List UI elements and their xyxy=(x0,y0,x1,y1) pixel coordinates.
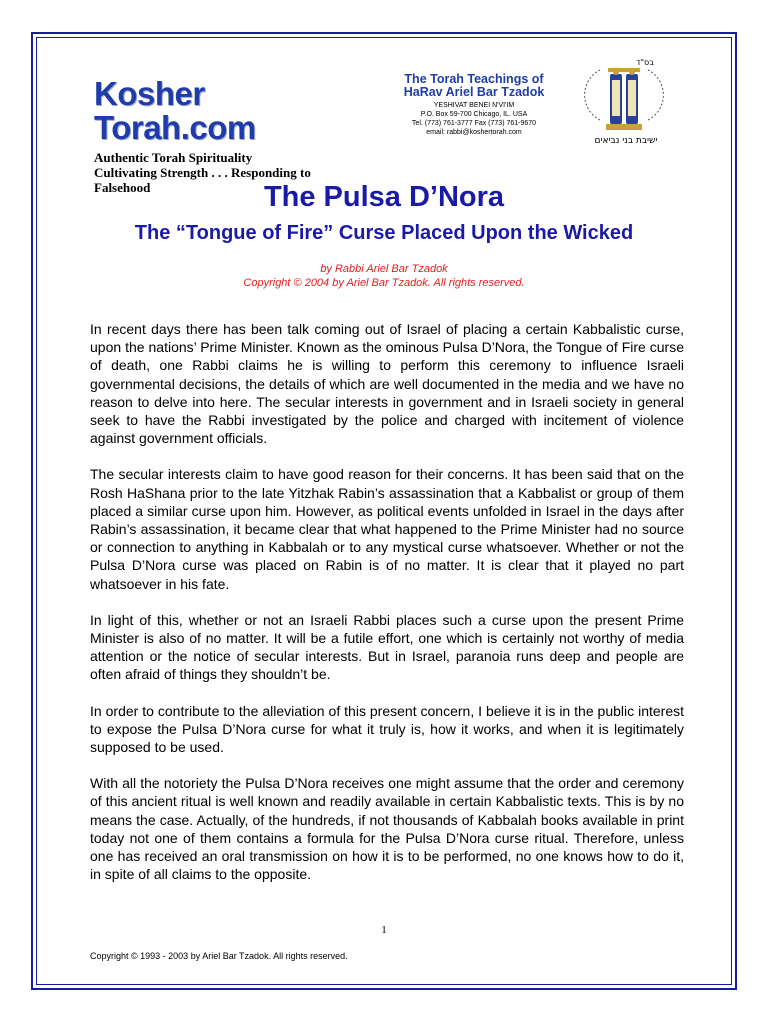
yeshiva-phone: Tel. (773) 761-3777 Fax (773) 761-9670 xyxy=(411,120,537,127)
paragraph: With all the notoriety the Pulsa D’Nora receives one might assume that the order and ceremony of this ancient ritual is well known and readily available in certain Kabbalistic texts. This is by no means the case. Actually, of the hundreds, if not thousands of Kabbalah books available in print today not one of them contains a formula for the Pulsa D’Nora curse ritual. Therefore, unless one has received an oral transmission on how it is to be performed, no one knows how to do it, in spite of all claims to the opposite. xyxy=(90,775,684,883)
paragraph: The secular interests claim to have good reason for their concerns. It has been said that on the Rosh HaShana prior to the late Yitzhak Rabin’s assassination that a Kabbalist or group of them placed a similar curse upon him. However, as political events unfolded in Israel in the days after Rabin’s assassination, it became clear that what happened to the Prime Minister had no source or connection to anything in Kabbalah or to any mystical curse whatsoever. Whether or not the Pulsa D’Nora curse was placed on Rabin is of no matter. It is clear that it played no part whatsoever in his fate. xyxy=(90,466,684,592)
document-subtitle: The “Tongue of Fire” Curse Placed Upon the Wicked xyxy=(134,222,634,244)
yeshiva-name: YESHIVAT BENEI N'VI'IM xyxy=(433,102,515,109)
logo-tagline-2: Cultivating Strength . . . Responding to Falsehood xyxy=(94,165,311,195)
byline xyxy=(0,262,768,290)
yeshiva-title-line-1: The Torah Teachings of xyxy=(404,72,544,86)
copyright-line: Copyright © 2004 by Ariel Bar Tzadok. All rights reserved. xyxy=(243,277,525,289)
footer-copyright: Copyright © 1993 - 2003 by Ariel Bar Tzadok. All rights reserved. xyxy=(90,951,348,961)
yeshiva-title-line-2: HaRav Ariel Bar Tzadok xyxy=(403,85,545,99)
yeshiva-address: P.O. Box 59-700 Chicago, IL. USA xyxy=(420,111,528,118)
emblem-hebrew-top: בס"ד xyxy=(636,58,654,67)
yeshiva-email: email: rabbi@koshertorah.com xyxy=(426,129,522,136)
paragraph: In recent days there has been talk coming out of Israel of placing a certain Kabbalistic curse, upon the nations’ Prime Minister. Known as the ominous Pulsa D’Nora, the Tongue of Fire curse of death, one Rabbi claims he is willing to perform this ceremony to influence Israeli governmental decisions, the details of which are well documented in the media and we have no reason to delve into here. The secular interests in government and in Israeli society in general seek to have the Rabbi investigated by the police and charged with incitement of violence against government officials. xyxy=(90,321,684,447)
paragraph: In order to contribute to the alleviation of this present concern, I believe it is in the public interest to expose the Pulsa D’Nora curse for what it truly is, how it works, and when it is legitimately supposed to be used. xyxy=(90,702,684,756)
author-line: by Rabbi Ariel Bar Tzadok xyxy=(320,263,448,275)
document-title: The Pulsa D’Nora xyxy=(263,181,505,213)
site-logo xyxy=(94,77,364,195)
emblem-hebrew-bottom: ישיבת בני נביאים xyxy=(594,136,658,146)
logo-tagline-1: Authentic Torah Spirituality xyxy=(94,150,253,165)
yeshiva-info xyxy=(394,73,554,137)
logo-title: Kosher Torah.com xyxy=(94,75,256,146)
page-number: 1 xyxy=(381,924,387,936)
document-body xyxy=(90,320,684,901)
paragraph: In light of this, whether or not an Israeli Rabbi places such a curse upon the present Prime Minister is also of no matter. It will be a futile effort, one which is certainly not worthy of media attention or the notice of secular interests. But in Israel, paranoia runs deep and people are often afraid of things they shouldn’t be. xyxy=(90,611,684,683)
